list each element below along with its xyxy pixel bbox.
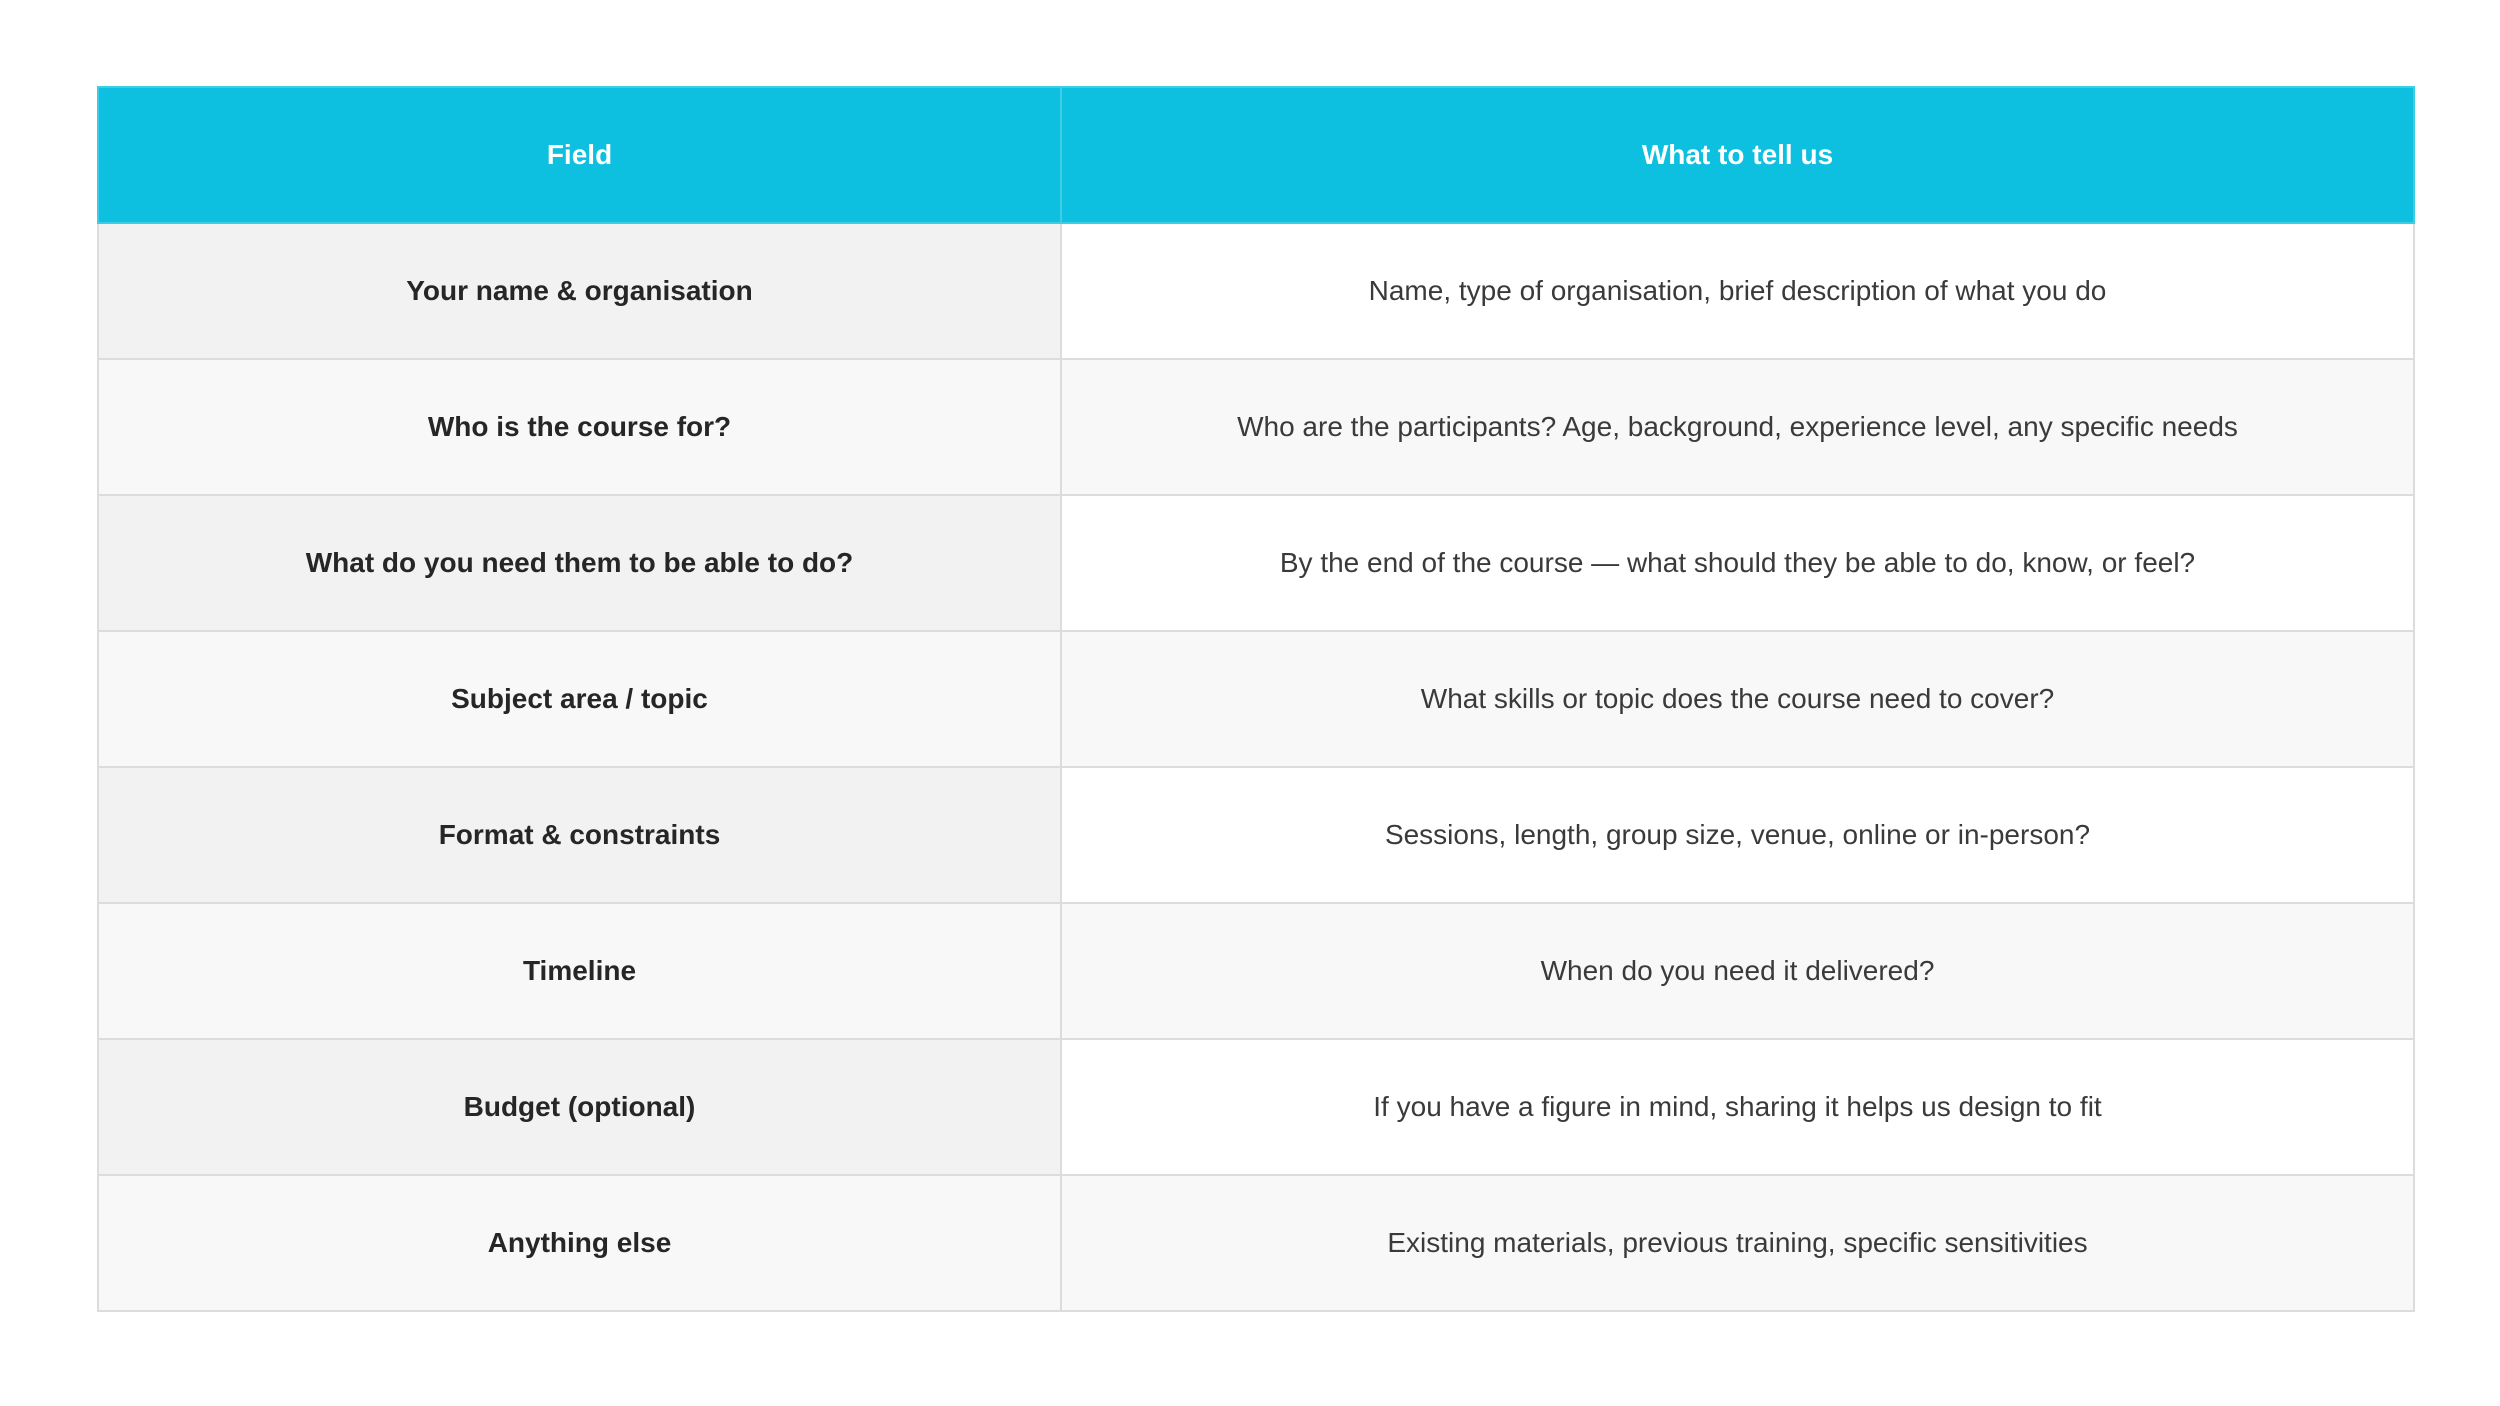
header-row [98, 87, 2414, 223]
table-row [98, 495, 2414, 631]
field-cell: Budget (optional) [98, 1039, 1061, 1175]
table-row [98, 1039, 2414, 1175]
field-cell: Who is the course for? [98, 359, 1061, 495]
tell-cell: What skills or topic does the course need to cover? [1061, 631, 2414, 767]
tell-cell: When do you need it delivered? [1061, 903, 2414, 1039]
field-cell: Anything else [98, 1175, 1061, 1311]
course-brief-table [97, 86, 2415, 1312]
tell-cell: Name, type of organisation, brief description of what you do [1061, 223, 2414, 359]
header-field: Field [98, 87, 1061, 223]
field-cell: Subject area / topic [98, 631, 1061, 767]
field-cell: Format & constraints [98, 767, 1061, 903]
tell-cell: Existing materials, previous training, specific sensitivities [1061, 1175, 2414, 1311]
table-row [98, 1175, 2414, 1311]
tell-cell: By the end of the course — what should they be able to do, know, or feel? [1061, 495, 2414, 631]
table-body [98, 223, 2414, 1311]
tell-cell: Who are the participants? Age, background, experience level, any specific needs [1061, 359, 2414, 495]
field-cell: Timeline [98, 903, 1061, 1039]
table-row [98, 223, 2414, 359]
tell-cell: Sessions, length, group size, venue, online or in-person? [1061, 767, 2414, 903]
course-brief-table-container [97, 86, 2413, 1312]
header-what-to-tell-us: What to tell us [1061, 87, 2414, 223]
table-header [98, 87, 2414, 223]
table-row [98, 767, 2414, 903]
tell-cell: If you have a figure in mind, sharing it helps us design to fit [1061, 1039, 2414, 1175]
table-row [98, 359, 2414, 495]
table-row [98, 631, 2414, 767]
field-cell: What do you need them to be able to do? [98, 495, 1061, 631]
field-cell: Your name & organisation [98, 223, 1061, 359]
table-row [98, 903, 2414, 1039]
